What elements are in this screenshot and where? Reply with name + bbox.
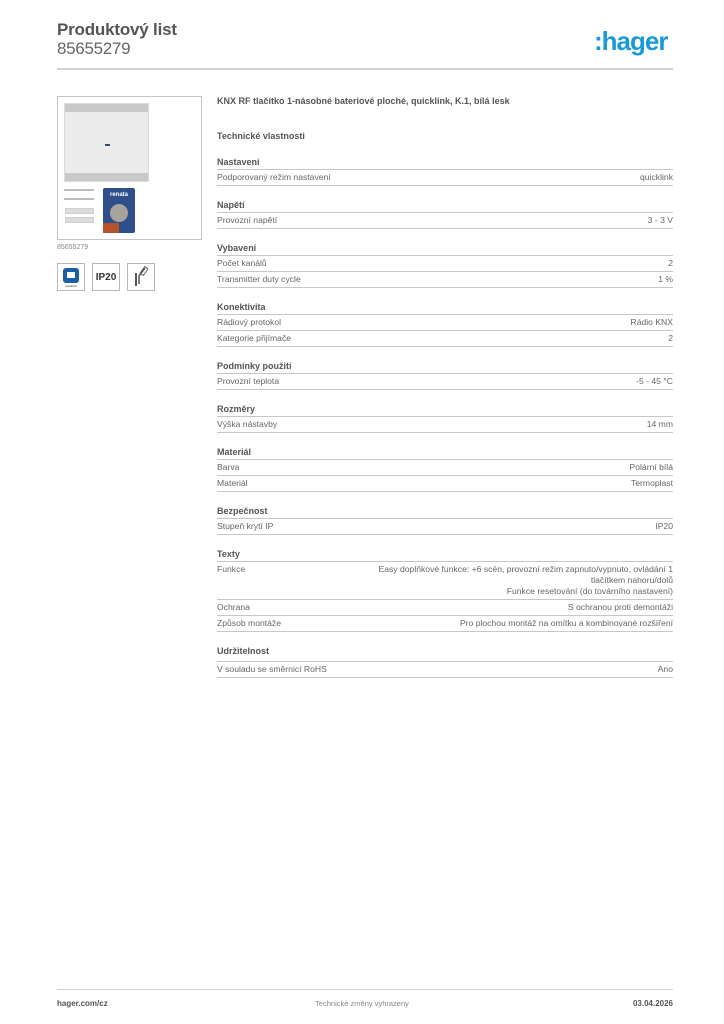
footer-notice: Technické změny vyhrazeny [315, 999, 409, 1008]
push-button-plate [64, 103, 149, 182]
image-caption: 85655279 [57, 244, 89, 251]
section-title: Technické vlastnosti [217, 131, 305, 141]
spec-group [217, 302, 673, 347]
spec-row: Provozní napětí 3 - 3 V [217, 213, 673, 229]
spec-group [217, 157, 673, 186]
quicklink-icon: quicklink [57, 263, 85, 291]
spec-row: Barva Polární bílá [217, 460, 673, 476]
group-title: Podmínky použití [217, 361, 673, 374]
feature-badges [57, 263, 155, 291]
product-number: 85655279 [57, 39, 131, 58]
group-title: Texty [217, 549, 673, 562]
spec-group [217, 646, 673, 678]
spec-row: Stupeň krytí IP IP20 [217, 519, 673, 535]
spec-row: Materiál Termoplast [217, 476, 673, 492]
spec-group [217, 361, 673, 390]
battery-pack: renata [103, 188, 135, 233]
ip20-icon: IP20 [92, 263, 120, 291]
footer-website[interactable]: hager.com/cz [57, 999, 108, 1008]
group-title: Konektivita [217, 302, 673, 315]
page-title: Produktový list [57, 20, 177, 39]
group-title: Vybavení [217, 243, 673, 256]
spec-row: Způsob montáže Pro plochou montáž na omítku a kombinované rozšíření [217, 616, 673, 632]
spec-group [217, 447, 673, 492]
group-title: Napětí [217, 200, 673, 213]
header-divider [57, 68, 673, 70]
spec-content [217, 96, 673, 678]
group-title: Materiál [217, 447, 673, 460]
footer-date: 03.04.2026 [632, 999, 673, 1008]
spec-row: Provozní teplota -5 - 45 °C [217, 374, 673, 390]
footer-divider [57, 989, 673, 990]
hager-logo: :hager [594, 26, 668, 56]
spec-row: Podporovaný režim nastavení quicklink [217, 170, 673, 186]
product-image [57, 96, 202, 240]
spec-row: V souladu se směrnicí RoHS Ano [217, 662, 673, 678]
screw [64, 198, 94, 200]
surface-mount-icon [127, 263, 155, 291]
spec-group [217, 549, 673, 632]
spec-group [217, 506, 673, 535]
led-indicator [105, 144, 110, 146]
spec-row: Transmitter duty cycle 1 % [217, 272, 673, 288]
screw [64, 189, 94, 191]
spec-row: Funkce Easy doplňkové funkce: +6 scén, provozní režim zapnuto/vypnuto, ovládání 1 tlačítkem nahoru/dolů Funkce resetování (do továrního nastavení) [217, 562, 673, 600]
spec-group [217, 200, 673, 229]
group-title: Bezpečnost [217, 506, 673, 519]
spec-row: Rádiový protokol Rádio KNX [217, 315, 673, 331]
group-title: Rozměry [217, 404, 673, 417]
spec-row: Výška nástavby 14 mm [217, 417, 673, 433]
spec-row: Ochrana S ochranou proti demontáži [217, 600, 673, 616]
group-title: Nastavení [217, 157, 673, 170]
dowel [65, 217, 94, 223]
spec-row: Počet kanálů 2 [217, 256, 673, 272]
dowel [65, 208, 94, 214]
spec-row: Kategorie přijímače 2 [217, 331, 673, 347]
product-title: KNX RF tlačítko 1-násobné bateriové ploché, quicklink, K.1, bílá lesk [217, 96, 510, 106]
group-title: Udržitelnost [217, 646, 270, 656]
spec-group [217, 404, 673, 433]
spec-group [217, 243, 673, 288]
